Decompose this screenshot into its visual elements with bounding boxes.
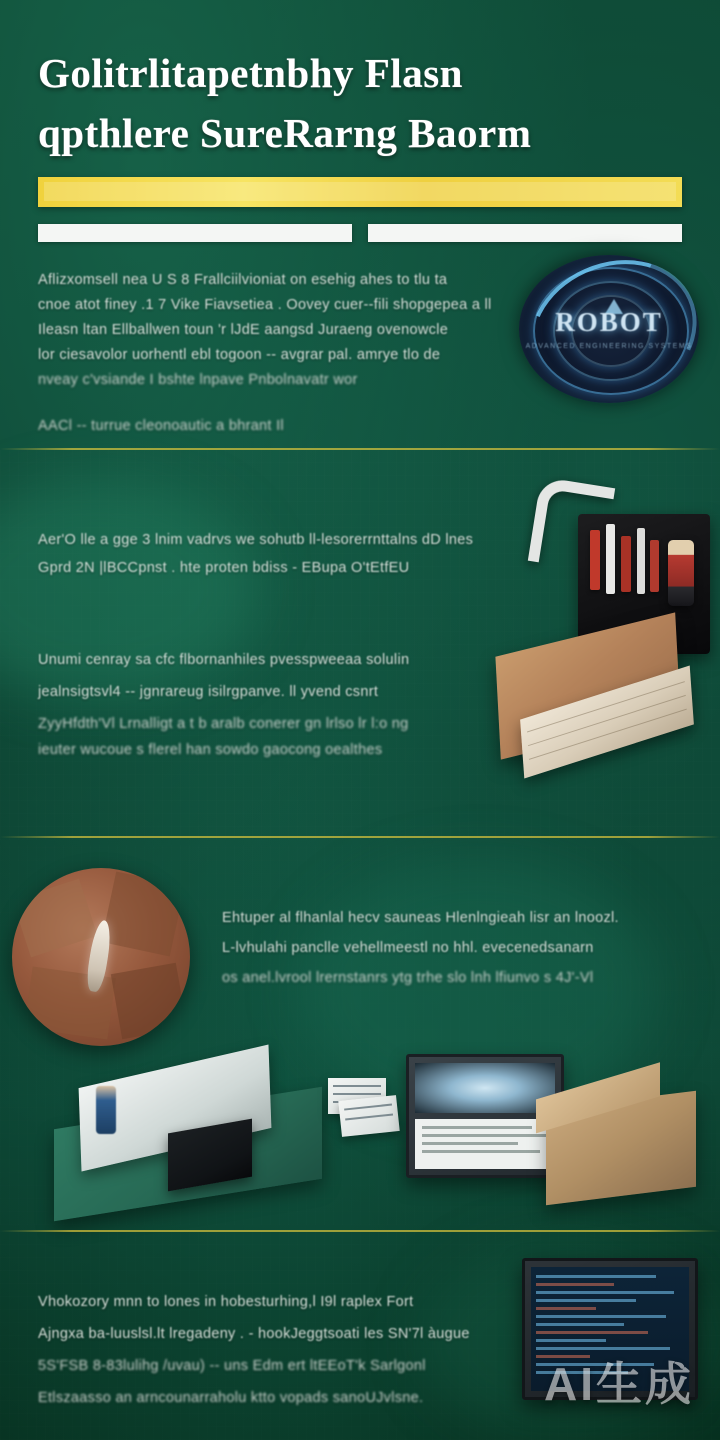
section-2-paragraph-2: Gprd 2N |lBCCpnst . hte proten bdiss - EBupa O'tEtfEU [38,560,410,576]
tool-bar-white-1 [606,524,615,594]
section-4-paragraph-1: Vhokozory mnn to lones in hobesturhing,l I9l raplex Fort [38,1294,414,1310]
section-4-paragraph-2: Ajngxa ba-luuslsl.lt lregadeny . - hookJeggtsoati les SN'7l àugue [38,1326,470,1342]
worker-figure [668,540,694,606]
section-1-paragraph-6: AACl -- turrue cleonoautic a bhrant Il [38,418,284,434]
doc-line-1 [422,1126,532,1129]
gem-facet-1 [12,879,97,958]
section-2-paragraph-3: Unumi cenray sa cfc flbornanhiles pvesspweeaa solulin [38,652,410,668]
robot-emblem-graphic [509,255,709,403]
section-3-paragraph-1: Ehtuper al flhanlal hecv sauneas Hlenlngieah lisr an lnoozl. [222,910,619,926]
doc-line-3 [422,1142,518,1145]
gold-accent-bar-inner [44,182,676,201]
section-1-paragraph-1: Aflizxomsell nea U S 8 Frallciilvioniat on esehig ahes to tlu ta [38,272,448,288]
emblem-subglyph-text: ADVANCED ENGINEERING SYSTEMS [525,343,693,350]
section-divider-3 [0,1230,720,1232]
terminal-line-7 [536,1323,624,1326]
terminal-line-8 [536,1331,648,1334]
card-1-line-1 [333,1085,381,1087]
card-2-line-2 [345,1113,393,1120]
terminal-line-9 [536,1339,606,1342]
tool-bar-white-2 [637,528,645,594]
monitor-document-area [415,1119,555,1169]
gem-facet-2 [101,872,184,957]
tool-bar-red-3 [650,540,659,592]
section-3-paragraph-2: L-lvhulahi panclle vehellmeestl no hhl. evecenedsanarn [222,940,594,956]
toolbox-machinery-collage [492,478,720,798]
card-1-line-2 [333,1093,381,1095]
ai-watermark: AI生成 [544,1358,694,1410]
tool-bar-red-1 [590,530,600,590]
floating-card-2 [338,1095,399,1137]
gold-accent-bar [38,177,682,207]
section-1-paragraph-2: cnoe atot finey .1 7 Vike Fiavsetiea . Oovey cuer--fili shopgepea a ll [38,297,492,313]
white-bar-left [38,224,352,242]
workspace-scene-graphic [40,1048,700,1208]
section-1-paragraph-3: Ileasn ltan Ellballwen toun 'r lJdE aangsd Juraeng ovenowcle [38,322,449,338]
section-1-paragraph-5: nveay c'vsiande I bshte lnpave Pnbolnavatr wor [38,372,358,388]
section-2-paragraph-4: jealnsigtsvl4 -- jgnrareug isilrgpanve. ll yvend csnrt [38,684,379,700]
terminal-line-5 [536,1307,596,1310]
poster-header [0,0,720,168]
doc-line-4 [422,1150,540,1153]
section-2-paragraph-1: Aer'O lle a gge 3 lnim vadrvs we sohutb ll-lesorerrnttalns dD lnes [38,532,474,548]
section-4-paragraph-3: 5S'FSB 8-83lulihg /uvau) -- uns Edm ert ltEEoT'k Sarlgonl [38,1358,426,1374]
plank-line-3 [529,709,687,760]
seated-figure [96,1086,116,1134]
section-2-paragraph-5: ZyyHfdth'Vl Lrnalligt a t b aralb conerer gn lrlso lr l:o ng [38,716,409,732]
mineral-sphere-graphic [12,868,190,1046]
white-accent-bars [38,224,682,242]
terminal-line-4 [536,1299,636,1302]
section-3-paragraph-3: os anel.lvrool lrernstanrs ytg trhe slo lnh lfiunvo s 4J'-Vl [222,970,594,986]
doc-line-2 [422,1134,546,1137]
section-1-paragraph-4: lor ciesavolor uorhentl ebl togoon -- avgrar pal. amrye tlo de [38,347,441,363]
page-title-line-1: Golitrlitapetnbhy Flasn [38,50,463,96]
white-bar-right [368,224,682,242]
section-2-paragraph-6: ieuter wucoue s flerel han sowdo gaocong oealthes [38,742,383,758]
section-4-paragraph-4: Etlszaasso an arncounarraholu ktto vopads sanoUJvlsne. [38,1390,424,1406]
section-divider-1 [0,448,720,450]
gem-facet-4 [111,963,187,1039]
terminal-line-2 [536,1283,614,1286]
monitor-viewport-image [415,1063,555,1113]
terminal-line-1 [536,1275,656,1278]
section-divider-2 [0,836,720,838]
terminal-line-3 [536,1291,674,1294]
emblem-glyph-text: ROBOT [555,307,663,337]
terminal-line-6 [536,1315,666,1318]
tool-bar-red-2 [621,536,631,592]
card-2-line-1 [344,1104,392,1111]
cardboard-box [546,1091,696,1205]
page-title-line-2: qpthlere SureRarng Baorm [38,110,532,156]
